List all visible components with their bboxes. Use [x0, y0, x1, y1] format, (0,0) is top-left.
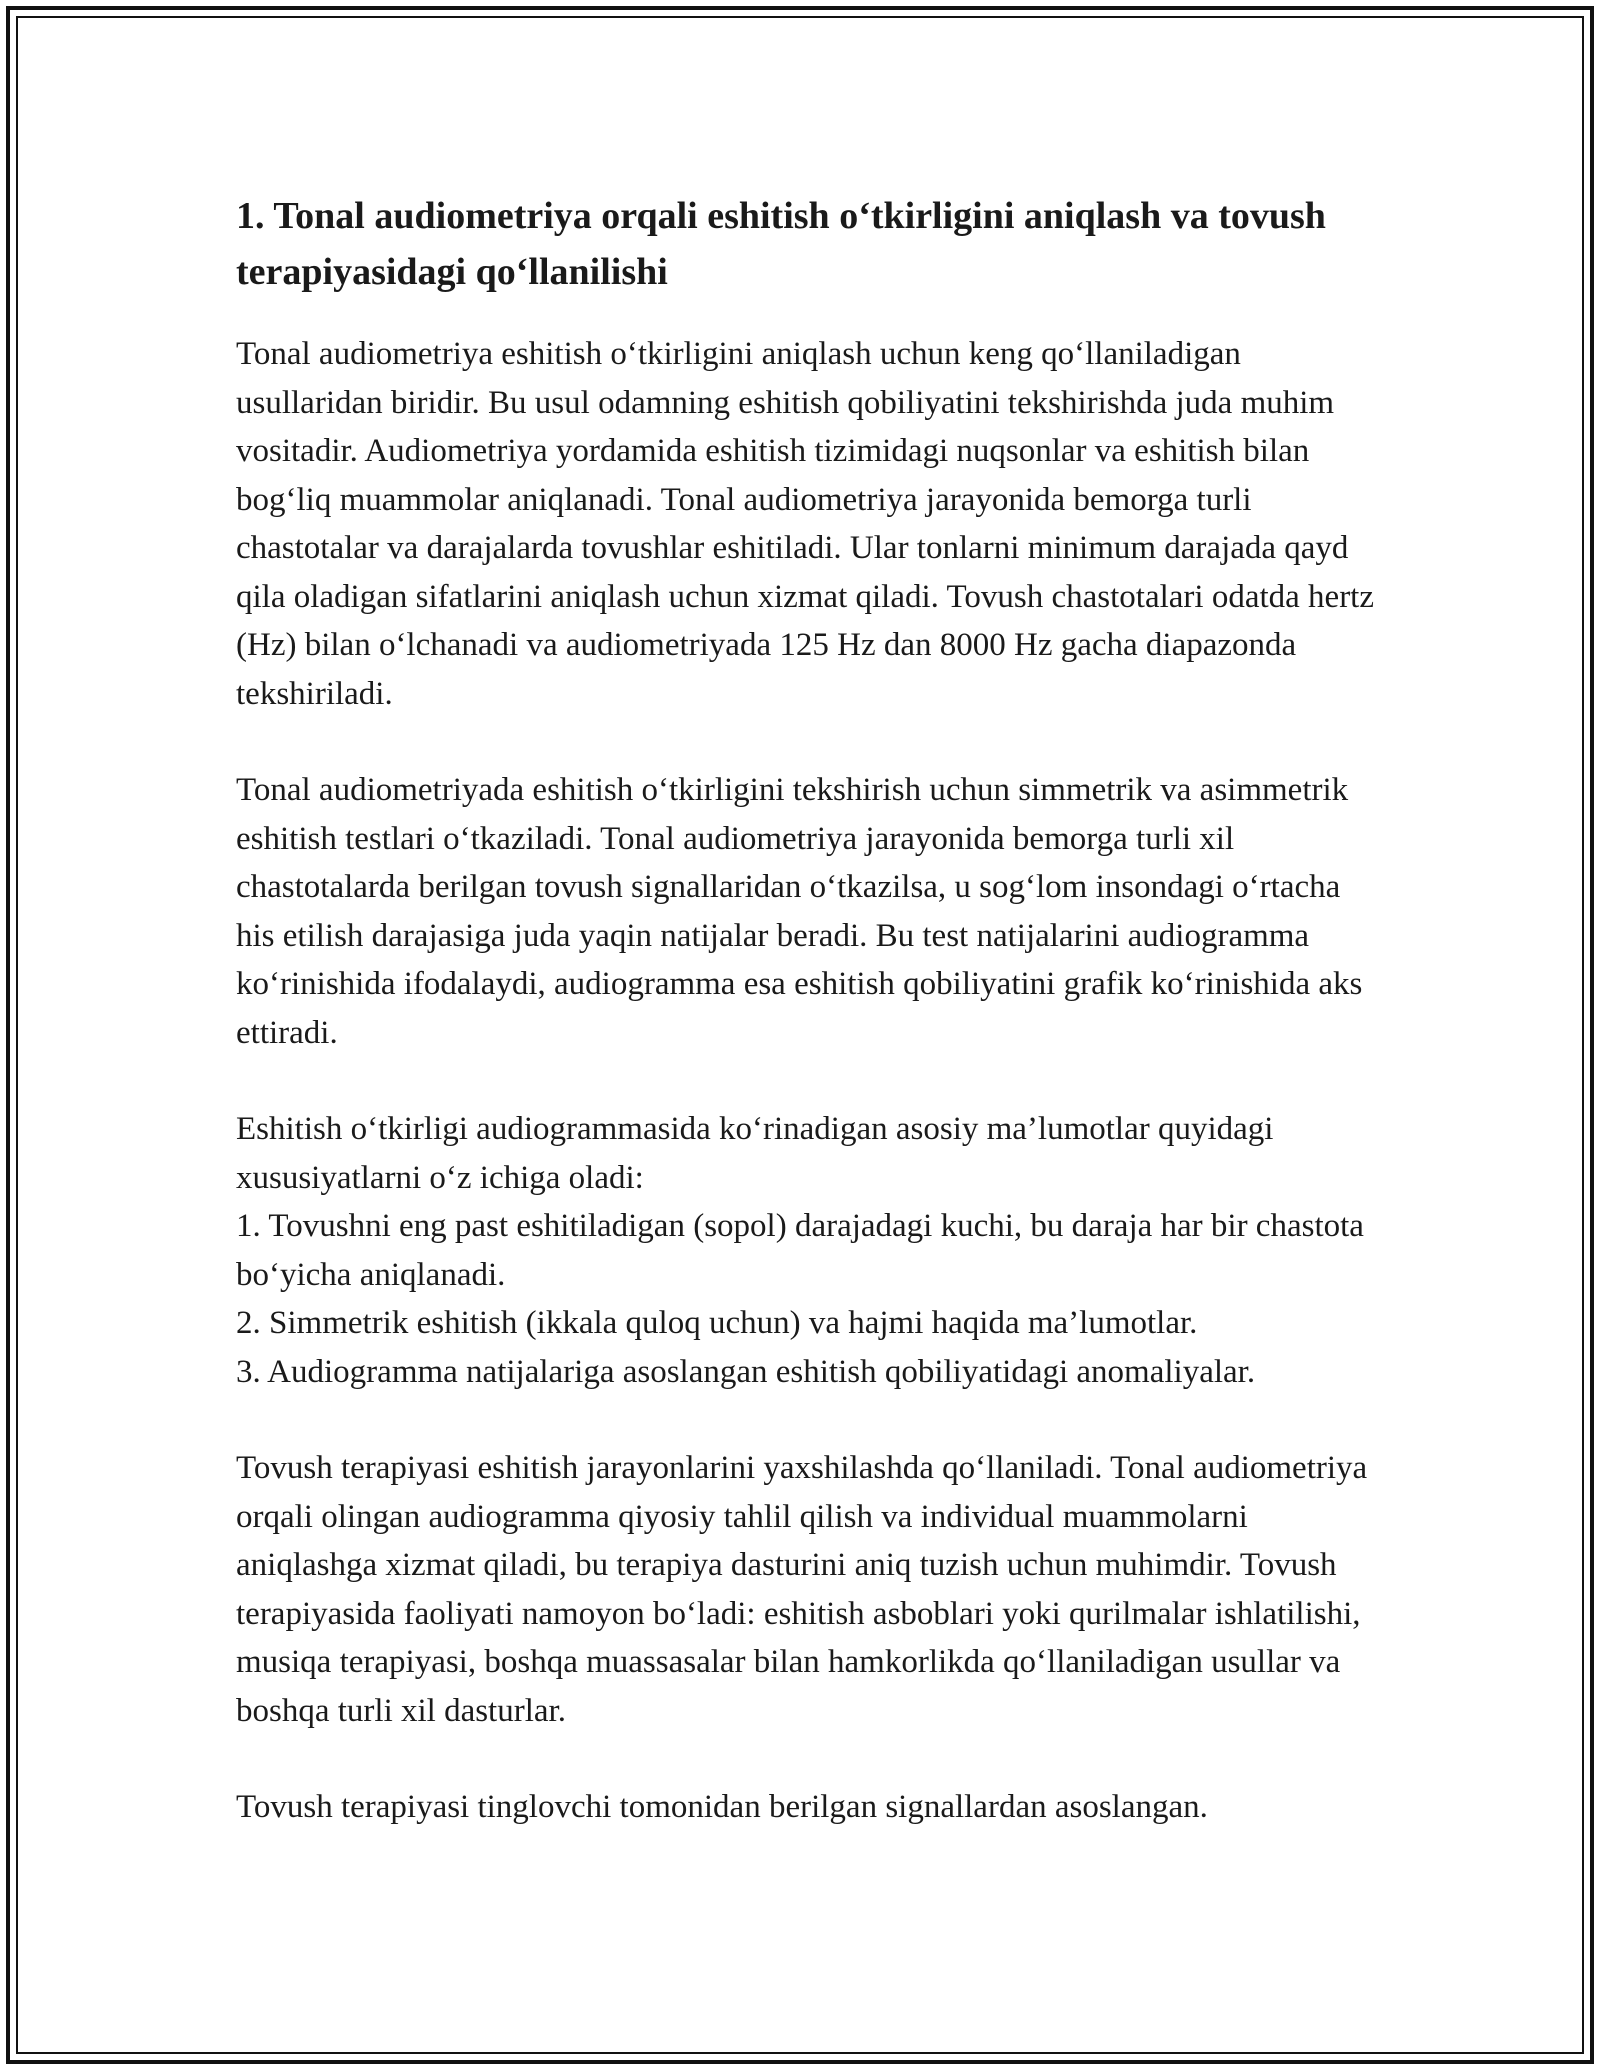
list-item: 2. Simmetrik eshitish (ikkala quloq uchun) va hajmi haqida ma’lumotlar.: [236, 1305, 1198, 1341]
section-heading: 1. Tonal audiometriya orqali eshitish o‘tkirligini aniqlash va tovush terapiyasidagi qo‘llanilishi: [236, 195, 1326, 293]
paragraph-symmetric-tests: Tonal audiometriyada eshitish o‘tkirligini tekshirish uchun simmetrik va asimmetrik eshitish testlari o‘tkaziladi. Tonal audiometriya jarayonida bemorga turli xil chastotalarda berilgan tovush signallaridan o‘tkazilsa, u sog‘lom insondagi o‘rtacha his etilish darajasiga juda yaqin natijalar beradi. Bu test natijalarini audiogramma ko‘rinishida ifodalaydi, audiogramma esa eshitish qobiliyatini grafik ko‘rinishida aks ettiradi.: [236, 772, 1363, 1051]
document-body: [236, 188, 1376, 1880]
paragraph-sound-therapy-closing: Tovush terapiyasi tinglovchi tomonidan berilgan signallardan asoslangan.: [236, 1789, 1208, 1825]
list-intro: Eshitish o‘tkirligi audiogrammasida ko‘rinadigan asosiy ma’lumotlar quyidagi xususiyatlarni o‘z ichiga oladi:: [236, 1111, 1274, 1196]
paragraph-sound-therapy: Tovush terapiyasi eshitish jarayonlarini yaxshilashda qo‘llaniladi. Tonal audiometriya orqali olingan audiogramma qiyosiy tahlil qilish va individual muammolarni aniqlashga xizmat qiladi, bu terapiya dasturini aniq tuzish uchun muhimdir. Tovush terapiyasida faoliyati namoyon bo‘ladi: eshitish asboblari yoki qurilmalar ishlatilishi, musiqa terapiyasi, boshqa muassasalar bilan hamkorlikda qo‘llaniladigan usullar va boshqa turli xil dasturlar.: [236, 1450, 1368, 1729]
list-item: 1. Tovushni eng past eshitiladigan (sopol) darajadagi kuchi, bu daraja har bir chastota bo‘yicha aniqlanadi.: [236, 1208, 1364, 1293]
audiogram-features-list: [236, 1105, 1376, 1396]
paragraph-tonal-audiometry-intro: Tonal audiometriya eshitish o‘tkirligini aniqlash uchun keng qo‘llaniladigan usullaridan biridir. Bu usul odamning eshitish qobiliyatini tekshirishda juda muhim vositadir. Audiometriya yordamida eshitish tizimidagi nuqsonlar va eshitish bilan bog‘liq muammolar aniqlanadi. Tonal audiometriya jarayonida bemorga turli chastotalar va darajalarda tovushlar eshitiladi. Ular tonlarni minimum darajada qayd qila oladigan sifatlarini aniqlash uchun xizmat qiladi. Tovush chastotalari odatda hertz (Hz) bilan o‘lchanadi va audiometriyada 125 Hz dan 8000 Hz gacha diapazonda tekshiriladi.: [236, 336, 1375, 712]
list-item: 3. Audiogramma natijalariga asoslangan eshitish qobiliyatidagi anomaliyalar.: [236, 1353, 1256, 1390]
